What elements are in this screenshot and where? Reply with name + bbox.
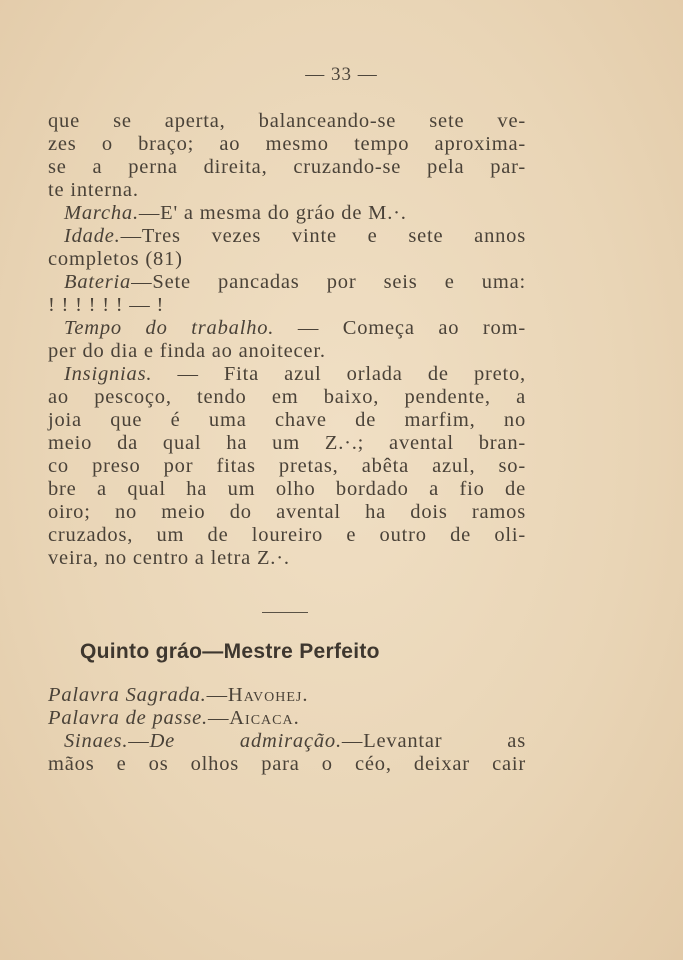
sinaes-entry bbox=[48, 730, 526, 753]
marcha-text: —E' a mesma do gráo de M.·. bbox=[138, 202, 407, 224]
section-divider bbox=[262, 612, 308, 613]
marcha-label: Marcha. bbox=[64, 202, 139, 224]
idade-label: Idade. bbox=[64, 225, 121, 247]
insignias-text: — Fita azul orlada de preto, bbox=[152, 363, 526, 385]
tempo-label: Tempo do trabalho. bbox=[64, 317, 275, 339]
insignias-line: joia que é uma chave de marfim, no bbox=[48, 409, 526, 431]
insignias-line: co preso por fitas pretas, abêta azul, so- bbox=[48, 455, 526, 477]
tempo-entry bbox=[48, 317, 526, 340]
palavra-passe-dash: — bbox=[207, 707, 230, 729]
insignias-line: veira, no centro a letra Z.·. bbox=[48, 547, 290, 569]
idade-text: —Tres vezes vinte e sete annos bbox=[120, 225, 526, 247]
paragraph-line: te interna. bbox=[48, 179, 139, 201]
idade-entry bbox=[48, 225, 526, 248]
palavra-passe-entry bbox=[48, 707, 526, 730]
insignias-line: ao pescoço, tendo em baixo, pendente, a bbox=[48, 386, 526, 408]
paragraph-line: zes o braço; ao mesmo tempo aproxima- bbox=[48, 133, 526, 155]
sinaes-label: Sinaes. bbox=[64, 730, 129, 752]
bateria-entry bbox=[48, 271, 526, 294]
palavra-sagrada-entry bbox=[48, 684, 526, 707]
page-number: — 33 — bbox=[305, 64, 378, 85]
palavra-sagrada-value: Havohej. bbox=[227, 684, 309, 706]
paragraph-line: se a perna direita, cruzando-se pela par- bbox=[48, 156, 526, 178]
palavra-sagrada-dash: — bbox=[206, 684, 228, 706]
sinaes-continuation: mãos e os olhos para o céo, deixar cair bbox=[48, 753, 526, 775]
palavra-sagrada-label: Palavra Sagrada. bbox=[48, 684, 207, 706]
insignias-label: Insignias. bbox=[64, 363, 153, 385]
marcha-entry bbox=[48, 202, 526, 225]
bateria-label: Bateria bbox=[64, 271, 132, 293]
bateria-text: —Sete pancadas por seis e uma: bbox=[131, 271, 526, 293]
section-heading: Quinto gráo—Mestre Perfeito bbox=[80, 640, 380, 663]
sinaes-text: —Levantar as bbox=[341, 730, 526, 752]
palavra-passe-value: Aicaca. bbox=[229, 707, 300, 729]
insignias-line: meio da qual ha um Z.·.; avental bran- bbox=[48, 432, 526, 454]
tempo-text: — Começa ao rom- bbox=[274, 317, 526, 339]
palavra-passe-label: Palavra de passe. bbox=[48, 707, 208, 729]
bateria-knocks: ! ! ! ! ! ! — ! bbox=[48, 294, 165, 316]
main-text-block bbox=[48, 110, 526, 570]
tempo-continuation: per do dia e finda ao anoitecer. bbox=[48, 340, 326, 362]
idade-continuation: completos (81) bbox=[48, 248, 183, 270]
sinaes-dash: — bbox=[128, 730, 150, 752]
insignias-entry bbox=[48, 363, 526, 386]
section-text-block bbox=[48, 684, 526, 776]
paragraph-line: que se aperta, balanceando-se sete ve- bbox=[48, 110, 526, 132]
insignias-line: cruzados, um de loureiro e outro de oli- bbox=[48, 524, 526, 546]
insignias-line: bre a qual ha um olho bordado a fio de bbox=[48, 478, 526, 500]
insignias-line: oiro; no meio do avental ha dois ramos bbox=[48, 501, 526, 523]
sinaes-sub-label: De admiração. bbox=[149, 730, 342, 752]
